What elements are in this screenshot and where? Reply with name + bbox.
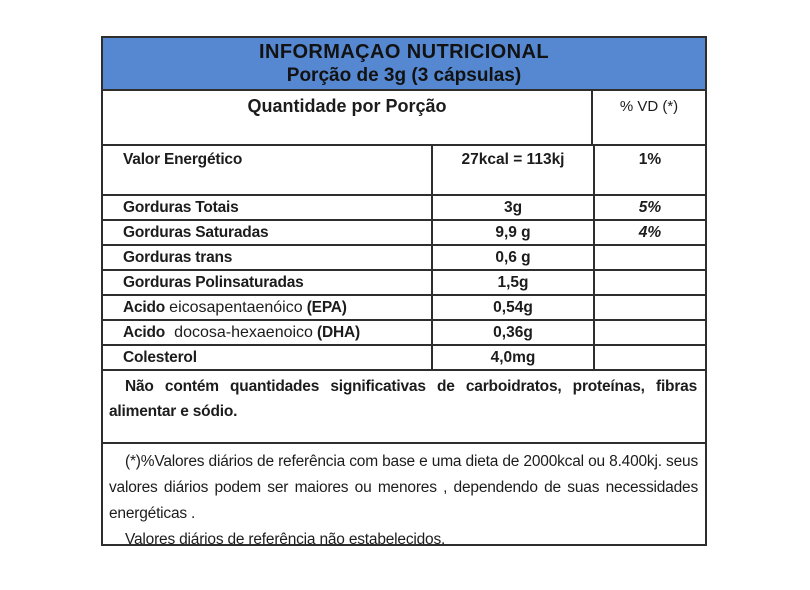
table-row-gorduras-saturadas bbox=[103, 219, 705, 244]
nutrition-facts-table bbox=[101, 36, 707, 546]
column-header-daily-value: % VD (*) bbox=[591, 91, 705, 144]
row-daily-value: 4% bbox=[593, 221, 705, 244]
row-value: 0,36g bbox=[431, 321, 593, 344]
row-daily-value bbox=[593, 296, 705, 319]
table-subtitle: Porção de 3g (3 cápsulas) bbox=[286, 65, 522, 86]
footnote-paragraph-2: Valores diários de referência não estabelecidos. bbox=[125, 531, 446, 548]
row-label-chemical-name: docosa-hexaenoico bbox=[174, 324, 313, 341]
daily-values-footnote bbox=[103, 442, 705, 548]
row-label-chemical-name: eicosapentaenóico bbox=[169, 299, 303, 316]
row-daily-value bbox=[593, 321, 705, 344]
table-row-acido-epa bbox=[103, 294, 705, 319]
row-label-abbrev: (DHA) bbox=[317, 324, 360, 341]
footnote-paragraph-1: (*)%Valores diários de referência com base e uma dieta de 2000kcal ou 8.400kj. seus valores diários podem ser maiores ou menores , dependendo de suas necessidades energéticas . bbox=[109, 453, 698, 522]
table-row-valor-energetico bbox=[103, 144, 705, 194]
row-value: 0,54g bbox=[431, 296, 593, 319]
row-daily-value: 1% bbox=[593, 146, 705, 194]
table-row-gorduras-trans bbox=[103, 244, 705, 269]
row-label-abbrev: (EPA) bbox=[306, 299, 347, 316]
table-title: INFORMAÇAO NUTRICIONAL bbox=[259, 41, 549, 63]
table-row-colesterol bbox=[103, 344, 705, 369]
row-label: Gorduras trans bbox=[123, 249, 233, 266]
row-label bbox=[103, 296, 431, 319]
row-value: 1,5g bbox=[431, 271, 593, 294]
row-value: 0,6 g bbox=[431, 246, 593, 269]
table-row-acido-dha bbox=[103, 319, 705, 344]
column-header-row bbox=[103, 89, 705, 144]
row-label bbox=[103, 321, 431, 344]
table-row-gorduras-polinsaturadas bbox=[103, 269, 705, 294]
row-label: Valor Energético bbox=[123, 151, 243, 168]
row-label: Gorduras Saturadas bbox=[123, 224, 269, 241]
no-significant-amounts-note: Não contém quantidades significativas de carboidratos, proteínas, fibras alimentar e sódio. bbox=[103, 369, 705, 442]
row-label-prefix: Acido bbox=[123, 299, 166, 316]
row-value: 3g bbox=[431, 196, 593, 219]
row-value: 9,9 g bbox=[431, 221, 593, 244]
row-label: Gorduras Polinsaturadas bbox=[123, 274, 304, 291]
row-value: 27kcal = 113kj bbox=[431, 146, 593, 194]
row-daily-value bbox=[593, 346, 705, 369]
row-label: Colesterol bbox=[123, 349, 197, 366]
table-title-band bbox=[103, 38, 705, 89]
row-daily-value bbox=[593, 246, 705, 269]
row-value: 4,0mg bbox=[431, 346, 593, 369]
row-daily-value bbox=[593, 271, 705, 294]
table-row-gorduras-totais bbox=[103, 194, 705, 219]
row-daily-value: 5% bbox=[593, 196, 705, 219]
column-header-quantity-per-serving: Quantidade por Porção bbox=[247, 96, 447, 116]
row-label: Gorduras Totais bbox=[123, 199, 239, 216]
row-label-prefix: Acido bbox=[123, 324, 166, 341]
